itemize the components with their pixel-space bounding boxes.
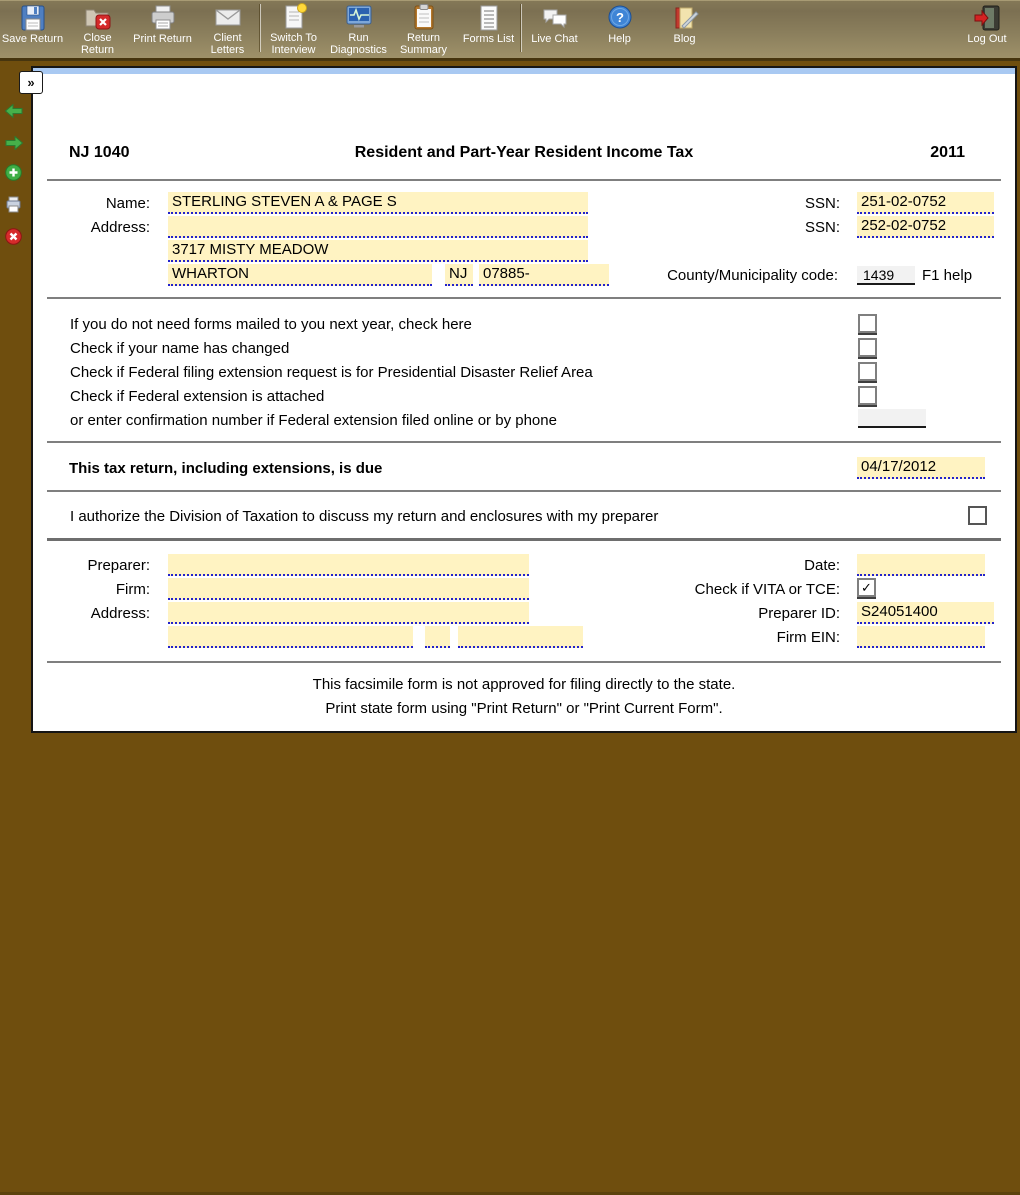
save-return-label: Save Return: [1, 33, 64, 45]
preparer-address-label: Address:: [90, 605, 150, 622]
previous-form-button[interactable]: [5, 104, 23, 118]
return-summary-button[interactable]: [391, 1, 456, 57]
no-forms-mailed-checkbox[interactable]: [858, 314, 877, 333]
small-printer-icon: [5, 200, 22, 217]
section-divider: [47, 441, 1001, 443]
forms-list-icon: [475, 3, 503, 33]
section-divider: [47, 538, 1001, 541]
help-icon: [606, 3, 634, 33]
print-current-form-button[interactable]: [5, 196, 22, 213]
blog-label: Blog: [673, 33, 696, 45]
interview-page-icon: [280, 3, 308, 32]
form-id: NJ 1040: [69, 144, 130, 161]
firm-ein-label: Firm EIN:: [776, 629, 840, 646]
federal-extension-attached-label: Check if Federal extension is attached: [70, 388, 325, 405]
green-arrow-right-icon: [5, 137, 23, 154]
preparer-id-label: Preparer ID:: [758, 605, 840, 622]
save-return-button[interactable]: [0, 1, 65, 57]
delete-form-button[interactable]: [5, 228, 22, 245]
help-button[interactable]: [587, 1, 652, 57]
forms-list-label: Forms List: [462, 33, 515, 45]
ssn-spouse-field[interactable]: 252-02-0752: [857, 216, 994, 238]
preparer-city-field[interactable]: [168, 626, 413, 648]
printer-icon: [149, 3, 177, 33]
vita-tce-label: Check if VITA or TCE:: [694, 581, 840, 598]
facsimile-notice-line2: Print state form using "Print Return" or "Print Current Form".: [325, 700, 723, 717]
ssn-primary-label: SSN:: [804, 195, 840, 212]
address-label: Address:: [90, 219, 150, 236]
log-out-label: Log Out: [967, 33, 1007, 45]
client-letters-label: Client Letters: [210, 31, 245, 57]
help-label: Help: [608, 33, 631, 45]
save-icon: [19, 3, 47, 33]
return-summary-label: Return Summary: [399, 31, 448, 57]
expand-panel-glyph: »: [27, 75, 35, 90]
close-return-button[interactable]: [65, 1, 130, 57]
confirmation-number-field[interactable]: [858, 409, 926, 428]
run-diagnostics-label: Run Diagnostics: [330, 31, 387, 57]
city-field[interactable]: WHARTON: [168, 264, 432, 286]
add-form-button[interactable]: [5, 164, 22, 181]
live-chat-button[interactable]: [522, 1, 587, 57]
name-changed-checkbox[interactable]: [858, 338, 877, 357]
log-out-button[interactable]: [954, 1, 1020, 57]
section-divider: [47, 490, 1001, 492]
red-x-circle-icon: [5, 232, 22, 249]
firm-name-field[interactable]: [168, 578, 529, 600]
diagnostics-monitor-icon: [345, 3, 373, 32]
facsimile-notice-line1: This facsimile form is not approved for filing directly to the state.: [312, 676, 736, 693]
form-title: Resident and Part-Year Resident Income Tax: [354, 144, 694, 161]
federal-extension-attached-checkbox[interactable]: [858, 386, 877, 405]
print-return-label: Print Return: [133, 33, 192, 45]
vita-tce-checkbox[interactable]: [857, 578, 876, 597]
ssn-spouse-label: SSN:: [804, 219, 840, 236]
state-field[interactable]: NJ: [445, 264, 473, 286]
name-label: Name:: [105, 195, 150, 212]
form-sheet: [31, 66, 1017, 733]
client-letters-button[interactable]: [195, 1, 260, 57]
vita-tce-checkmark: ✓: [861, 579, 872, 595]
sheet-top-strip: [33, 68, 1015, 74]
clipboard-icon: [410, 3, 438, 32]
address-line2-field[interactable]: [168, 216, 588, 238]
switch-to-interview-button[interactable]: [261, 1, 326, 57]
disaster-relief-checkbox[interactable]: [858, 362, 877, 381]
section-divider: [47, 179, 1001, 181]
ssn-primary-field[interactable]: 251-02-0752: [857, 192, 994, 214]
form-year: 2011: [930, 144, 965, 161]
name-field[interactable]: STERLING STEVEN A & PAGE S: [168, 192, 588, 214]
blog-scroll-icon: [671, 3, 699, 33]
due-date-field[interactable]: 04/17/2012: [857, 457, 985, 479]
preparer-address-field[interactable]: [168, 602, 529, 624]
print-return-button[interactable]: [130, 1, 195, 57]
next-form-button[interactable]: [5, 136, 23, 150]
due-date-label: This tax return, including extensions, is due: [69, 460, 383, 477]
section-divider: [47, 661, 1001, 663]
expand-panel-tab[interactable]: [19, 71, 43, 94]
chat-bubbles-icon: [541, 3, 569, 33]
preparer-id-field[interactable]: S24051400: [857, 602, 994, 624]
envelope-icon: [214, 3, 242, 32]
authorize-preparer-checkbox[interactable]: [968, 506, 987, 525]
switch-to-interview-label: Switch To Interview: [270, 31, 317, 57]
close-folder-icon: [84, 3, 112, 32]
run-diagnostics-button[interactable]: [326, 1, 391, 57]
name-changed-label: Check if your name has changed: [70, 340, 290, 357]
preparer-date-field[interactable]: [857, 554, 985, 576]
firm-label: Firm:: [115, 581, 150, 598]
preparer-label: Preparer:: [87, 557, 150, 574]
preparer-name-field[interactable]: [168, 554, 529, 576]
green-plus-circle-icon: [5, 168, 22, 185]
toolbar: [0, 0, 1020, 61]
log-out-icon: [973, 3, 1001, 33]
street-field[interactable]: 3717 MISTY MEADOW: [168, 240, 588, 262]
live-chat-label: Live Chat: [531, 33, 578, 45]
preparer-state-field[interactable]: [425, 626, 450, 648]
preparer-zip-field[interactable]: [458, 626, 583, 648]
authorize-preparer-label: I authorize the Division of Taxation to discuss my return and enclosures with my preparer: [70, 508, 659, 525]
zip-field[interactable]: 07885-: [479, 264, 609, 286]
firm-ein-field[interactable]: [857, 626, 985, 648]
county-code-field[interactable]: 1439: [857, 266, 915, 285]
forms-list-button[interactable]: [456, 1, 521, 57]
close-return-label: Close Return: [80, 31, 115, 57]
f1-help-text: F1 help: [922, 267, 973, 284]
disaster-relief-label: Check if Federal filing extension request is for Presidential Disaster Relief Area: [70, 364, 593, 381]
confirmation-number-label: or enter confirmation number if Federal extension filed online or by phone: [70, 412, 557, 429]
form-header: [33, 144, 1015, 168]
green-arrow-left-icon: [5, 105, 23, 122]
section-divider: [47, 297, 1001, 299]
no-forms-mailed-label: If you do not need forms mailed to you next year, check here: [70, 316, 472, 333]
blog-button[interactable]: [652, 1, 717, 57]
preparer-date-label: Date:: [804, 557, 840, 574]
county-code-label: County/Municipality code:: [667, 267, 838, 284]
svg-text:?: ?: [615, 10, 624, 25]
